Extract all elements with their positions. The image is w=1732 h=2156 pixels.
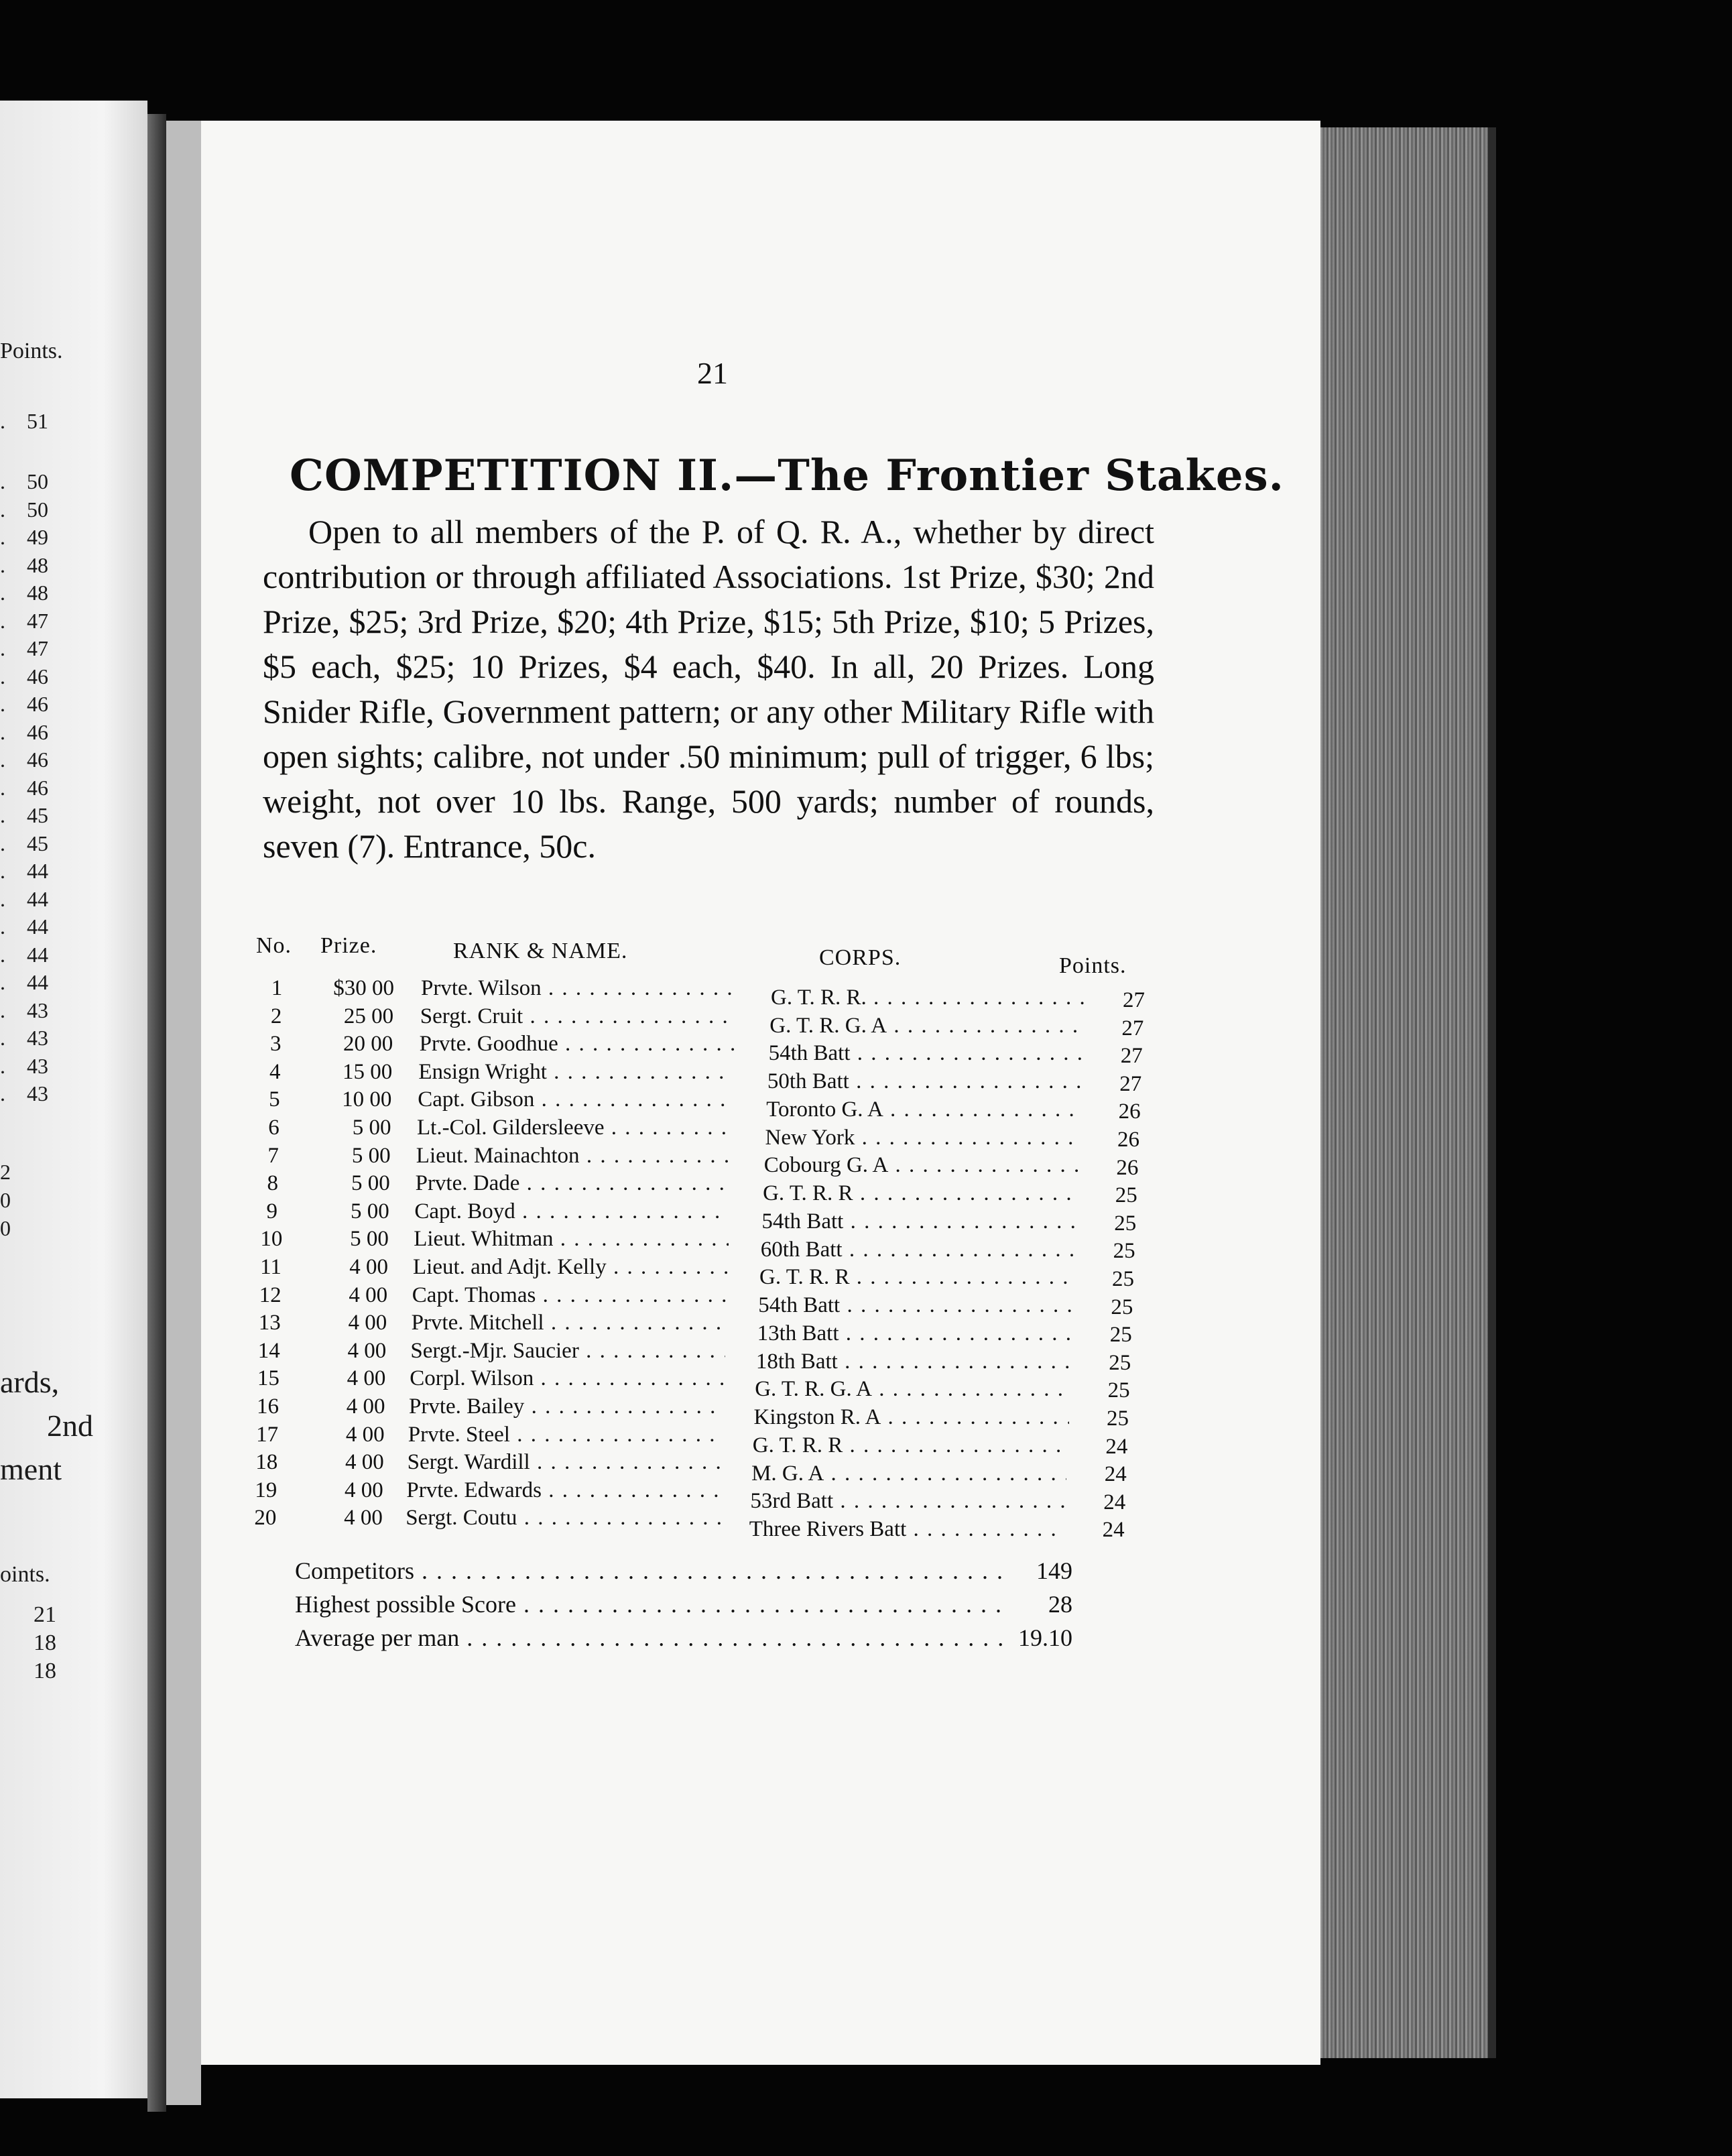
summary-value: 19.10 [1018,1624,1072,1651]
row-prize: 4 00 [349,1255,388,1279]
row-prize: 5 00 [352,1116,391,1140]
row-number: 2 [270,1004,282,1028]
row-rank-name: Prvte. Steel . . . [408,1423,723,1447]
row-rank-name: Sergt. Wardill . . . [408,1450,723,1475]
row-corps: G. T. R. G. A . . . [769,1014,1085,1038]
row-corps: Cobourg G. A . . . [764,1153,1079,1178]
leader-dots: . [0,775,5,800]
row-rank-name: Lieut. Mainachton . . . [416,1144,731,1169]
row-corps: 50th Batt . . . [767,1069,1082,1094]
row-rank-name: Prvte. Wilson . . . [421,976,736,1001]
row-corps: 60th Batt . . . [761,1238,1076,1262]
leader-dots: . [0,1081,5,1105]
row-number: 16 [257,1394,279,1419]
row-rank-name: Sergt. Cruit . . . [420,1004,735,1029]
row-points: 25 [1107,1378,1130,1403]
left-score: 43 . [0,1026,48,1050]
row-number: 17 [256,1422,279,1447]
row-points: 24 [1103,1490,1126,1514]
left-fragment: 0 [0,1188,11,1212]
leader-dots: . [0,831,5,855]
row-corps: 13th Batt . . . [757,1321,1072,1346]
leader-dots: . [0,497,5,522]
row-number: 12 [259,1282,282,1307]
row-prize: 5 00 [351,1143,391,1168]
left-score: 44 . [0,942,48,967]
row-corps: G. T. R. R . . . [759,1265,1074,1290]
row-points: 25 [1112,1267,1134,1291]
competition-title: COMPETITION II.—The Frontier Stakes. [290,451,1284,501]
row-rank-name: Lieut. Whitman . . . [414,1227,729,1252]
left-score: 44 . [0,914,48,939]
left-score: 46 . [0,692,48,716]
row-rank-name: Corpl. Wilson . . . [410,1366,725,1391]
leader-dots: . [0,469,5,493]
row-number: 6 [268,1116,280,1140]
row-prize: 15 00 [343,1059,393,1084]
row-points: 25 [1109,1323,1132,1348]
left-score: 46 . [0,775,48,800]
leader-dots: . [0,970,5,994]
summary-value: 149 [1036,1557,1072,1584]
row-rank-name: Lt.-Col. Gildersleeve . . . [417,1116,732,1140]
left-score: 48 . [0,581,48,605]
row-rank-name: Sergt. Coutu . . . [406,1506,721,1531]
row-number: 20 [254,1506,277,1531]
leader-dots: . [0,1053,5,1078]
row-prize: 4 00 [345,1422,385,1447]
row-number: 15 [257,1366,280,1391]
row-prize: 4 00 [345,1450,384,1475]
row-prize: 4 00 [346,1394,385,1419]
leader-dots: . [0,581,5,605]
row-prize: 5 00 [351,1171,390,1196]
left-score: 46 . [0,747,48,772]
row-rank-name: Capt. Boyd . . . [414,1199,729,1224]
left-score: 43 . [0,1081,48,1105]
row-number: 13 [258,1311,281,1335]
row-prize: 4 00 [347,1338,387,1363]
row-number: 9 [266,1199,278,1223]
row-points: 26 [1118,1099,1141,1124]
leader-dots: . [0,1026,5,1050]
row-number: 3 [269,1032,282,1057]
leader-dots: . [0,747,5,772]
left-points-header-2: oints. [0,1562,50,1587]
row-prize: 10 00 [342,1087,392,1112]
row-corps: M. G. A . . . [751,1461,1066,1486]
left-score: 50 . [0,497,48,522]
left-fragment: 0 [0,1216,11,1240]
left-score: 44 . [0,886,48,911]
row-points: 27 [1123,988,1145,1012]
row-prize: 25 00 [343,1004,394,1028]
row-number: 14 [257,1338,280,1363]
header-points: Points. [1059,953,1127,978]
row-corps: G. T. R. G. A . . . [755,1377,1070,1402]
leader-dots: . [0,664,5,688]
left-score: 21 [34,1602,56,1627]
left-page-fragment [0,101,147,2098]
row-rank-name: Capt. Thomas . . . [412,1283,727,1308]
row-prize: 5 00 [350,1227,389,1252]
left-score: 49 . [0,525,48,549]
left-score: 18 [34,1630,56,1655]
row-corps: 54th Batt . . . [769,1041,1084,1066]
left-text-fragment: 2nd [47,1409,93,1443]
row-corps: G. T. R. R . . . [763,1181,1078,1206]
row-prize: 20 00 [343,1032,393,1057]
row-rank-name: Prvte. Edwards . . . [406,1478,721,1503]
header-corps: CORPS. [819,945,902,970]
leader-dots: . [0,998,5,1022]
left-text-fragment: ards, [0,1365,60,1399]
row-rank-name: Prvte. Mitchell . . . [412,1311,727,1335]
row-rank-name: Ensign Wright . . . [418,1060,733,1085]
row-rank-name: Sergt.-Mjr. Saucier . . . [410,1339,725,1364]
left-score: 44 . [0,859,48,883]
row-corps: Three Rivers Batt . . . [749,1517,1064,1542]
competition-description [263,510,1154,869]
leader-dots: . [0,803,5,827]
row-prize: 4 00 [344,1506,383,1531]
row-rank-name: Prvte. Dade . . . [416,1171,731,1196]
page-number: 21 [697,356,728,390]
row-points: 26 [1117,1128,1139,1152]
left-points-header: Points. [0,339,63,363]
leader-dots: . [0,942,5,967]
row-number: 1 [271,976,283,1000]
leader-dots: . [0,719,5,744]
row-prize: 4 00 [349,1282,388,1307]
left-score: 45 . [0,803,48,827]
left-score: 47 . [0,636,48,660]
row-points: 24 [1102,1518,1125,1543]
row-points: 27 [1119,1071,1142,1096]
left-score: 47 . [0,608,48,633]
row-points: 25 [1114,1211,1137,1236]
row-points: 24 [1104,1462,1127,1487]
left-score: 44 . [0,970,48,994]
row-points: 25 [1111,1295,1133,1319]
row-points: 27 [1121,1016,1144,1040]
row-number: 4 [269,1059,281,1084]
summary-label: Average per man . . . [295,1624,1005,1652]
summary-value: 28 [1048,1591,1072,1618]
row-rank-name: Capt. Gibson . . . [418,1087,733,1112]
leader-dots: . [0,525,5,549]
left-score: 43 . [0,1053,48,1078]
row-corps: 53rd Batt . . . [750,1489,1065,1514]
header-prize: Prize. [320,933,377,958]
row-rank-name: Prvte. Bailey . . . [409,1394,724,1419]
leader-dots: . [0,409,5,433]
description-paragraph: Open to all members of the P. of Q. R. A., whether by direct contribution or through affiliated Associations. 1st Prize, $30; 2nd Prize, $25; 3rd Prize, $20; 4th Prize, $15; 5th Prize, $10; 5 Prizes, $5 each, $25; 10 Prizes, $4 each, $40. In all, 20 Prizes. Long Snider Rifle, Government pattern; or any other Military Rifle with open sights; calibre, not under .50 minimum; pull of trigger, 6 lbs; weight, not over 10 lbs. Range, 500 yards; number of rounds, seven (7). Entrance, 50c. [263,513,1154,865]
header-no: No. [256,933,292,958]
page-edges [1320,127,1488,2058]
row-number: 18 [255,1450,278,1475]
row-corps: G. T. R. R . . . [753,1433,1068,1458]
row-points: 25 [1115,1183,1137,1208]
summary-label: Competitors . . . [295,1557,1005,1585]
leader-dots: . [0,552,5,577]
row-points: 24 [1105,1434,1128,1459]
header-rank-name: RANK & NAME. [453,939,628,963]
row-rank-name: Prvte. Goodhue . . . [420,1032,735,1057]
row-corps: G. T. R. R. . . . [771,985,1086,1010]
left-text-fragment: ment [0,1452,62,1486]
row-number: 7 [267,1143,279,1168]
leader-dots: . [0,608,5,633]
row-corps: Toronto G. A . . . [766,1097,1081,1122]
row-corps: 18th Batt . . . [756,1350,1071,1374]
row-rank-name: Lieut. and Adjt. Kelly . . . [413,1255,728,1280]
row-corps: 54th Batt . . . [758,1293,1073,1318]
row-points: 25 [1107,1406,1129,1431]
left-fragment: 2 [0,1160,11,1184]
left-score: 48 . [0,552,48,577]
row-prize: 4 00 [345,1478,383,1502]
row-points: 25 [1113,1239,1135,1264]
row-number: 10 [260,1227,283,1252]
book-gutter-shadow [166,121,201,2105]
row-prize: 4 00 [348,1311,387,1335]
row-number: 11 [260,1255,282,1279]
leader-dots: . [0,914,5,939]
left-score: 46 . [0,719,48,744]
row-points: 26 [1116,1155,1139,1180]
leader-dots: . [0,859,5,883]
row-number: 8 [267,1171,278,1196]
leader-dots: . [0,886,5,911]
left-score: 50 . [0,469,48,493]
summary-label: Highest possible Score . . . [295,1590,1005,1618]
left-score: 46 . [0,664,48,688]
left-score: 51 . [0,409,48,433]
row-prize: $30 00 [333,976,394,1000]
row-points: 27 [1120,1044,1143,1069]
row-number: 5 [269,1087,280,1112]
page-edge-shadow [1488,127,1496,2058]
left-score: 45 . [0,831,48,855]
row-points: 25 [1109,1350,1131,1375]
row-number: 19 [255,1478,277,1502]
book-gutter [147,114,166,2112]
row-corps: 54th Batt . . . [761,1209,1076,1234]
row-prize: 4 00 [347,1366,386,1391]
row-prize: 5 00 [351,1199,389,1223]
leader-dots: . [0,692,5,716]
left-score: 18 [34,1659,56,1683]
row-corps: New York . . . [765,1126,1080,1150]
leader-dots: . [0,636,5,660]
row-corps: Kingston R. A . . . [754,1405,1069,1430]
left-score: 43 . [0,998,48,1022]
